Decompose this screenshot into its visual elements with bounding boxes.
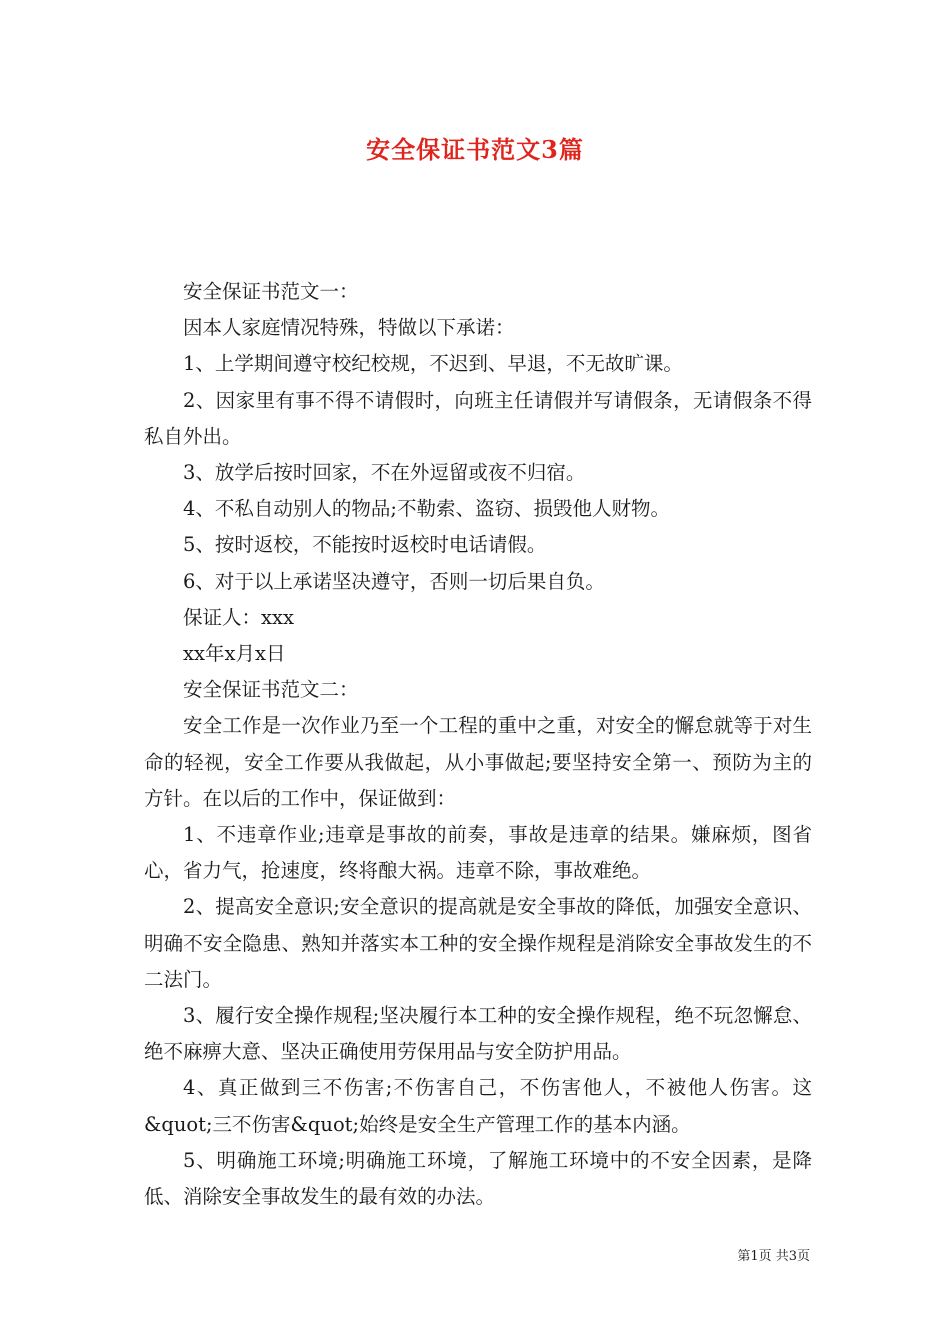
page-number: 第1页 共3页 xyxy=(737,1249,810,1264)
paragraph: 4、不私自动别人的物品;不勒索、盗窃、损毁他人财物。 xyxy=(183,497,670,521)
document-title: 安全保证书范文3篇 xyxy=(366,135,584,164)
paragraph: 1、不违章作业;违章是事故的前奏，事故是违章的结果。嫌麻烦，图省心，省力气，抢速度，终将酿大祸。违章不除，事故难绝。 xyxy=(144,823,812,883)
paragraph: 安全工作是一次作业乃至一个工程的重中之重，对安全的懈怠就等于对生命的轻视，安全工作要从我做起，从小事做起;要坚持安全第一、预防为主的方针。在以后的工作中，保证做到： xyxy=(144,714,812,810)
paragraph: 5、明确施工环境;明确施工环境，了解施工环境中的不安全因素，是降低、消除安全事故发生的最有效的办法。 xyxy=(144,1148,812,1209)
paragraph: 6、对于以上承诺坚决遵守，否则一切后果自负。 xyxy=(183,569,605,593)
document-body xyxy=(144,274,812,1215)
signer-line: 保证人：xxx xyxy=(183,605,294,629)
paragraph: 5、按时返校，不能按时返校时电话请假。 xyxy=(183,533,547,557)
paragraph: 3、放学后按时回家，不在外逗留或夜不归宿。 xyxy=(183,461,586,485)
paragraph: 因本人家庭情况特殊，特做以下承诺： xyxy=(183,316,515,340)
paragraph: 4、真正做到三不伤害;不伤害自己，不伤害他人，不被他人伤害。这&quot;三不伤害&quot;始终是安全生产管理工作的基本内涵。 xyxy=(144,1076,812,1136)
paragraph: 3、履行安全操作规程;坚决履行本工种的安全操作规程，绝不玩忽懈怠、绝不麻痹大意、坚决正确使用劳保用品与安全防护用品。 xyxy=(144,1004,812,1064)
paragraph: 2、因家里有事不得不请假时，向班主任请假并写请假条，无请假条不得私自外出。 xyxy=(144,388,812,448)
paragraph: 2、提高安全意识;安全意识的提高就是安全事故的降低，加强安全意识、明确不安全隐患、熟知并落实本工种的安全操作规程是消除安全事故发生的不二法门。 xyxy=(144,895,812,991)
paragraph: 安全保证书范文一： xyxy=(183,280,359,303)
paragraph: 安全保证书范文二： xyxy=(183,678,359,702)
date-line: xx年x月x日 xyxy=(183,642,286,666)
paragraph: 1、上学期间遵守校纪校规，不迟到、早退，不无故旷课。 xyxy=(183,352,683,376)
